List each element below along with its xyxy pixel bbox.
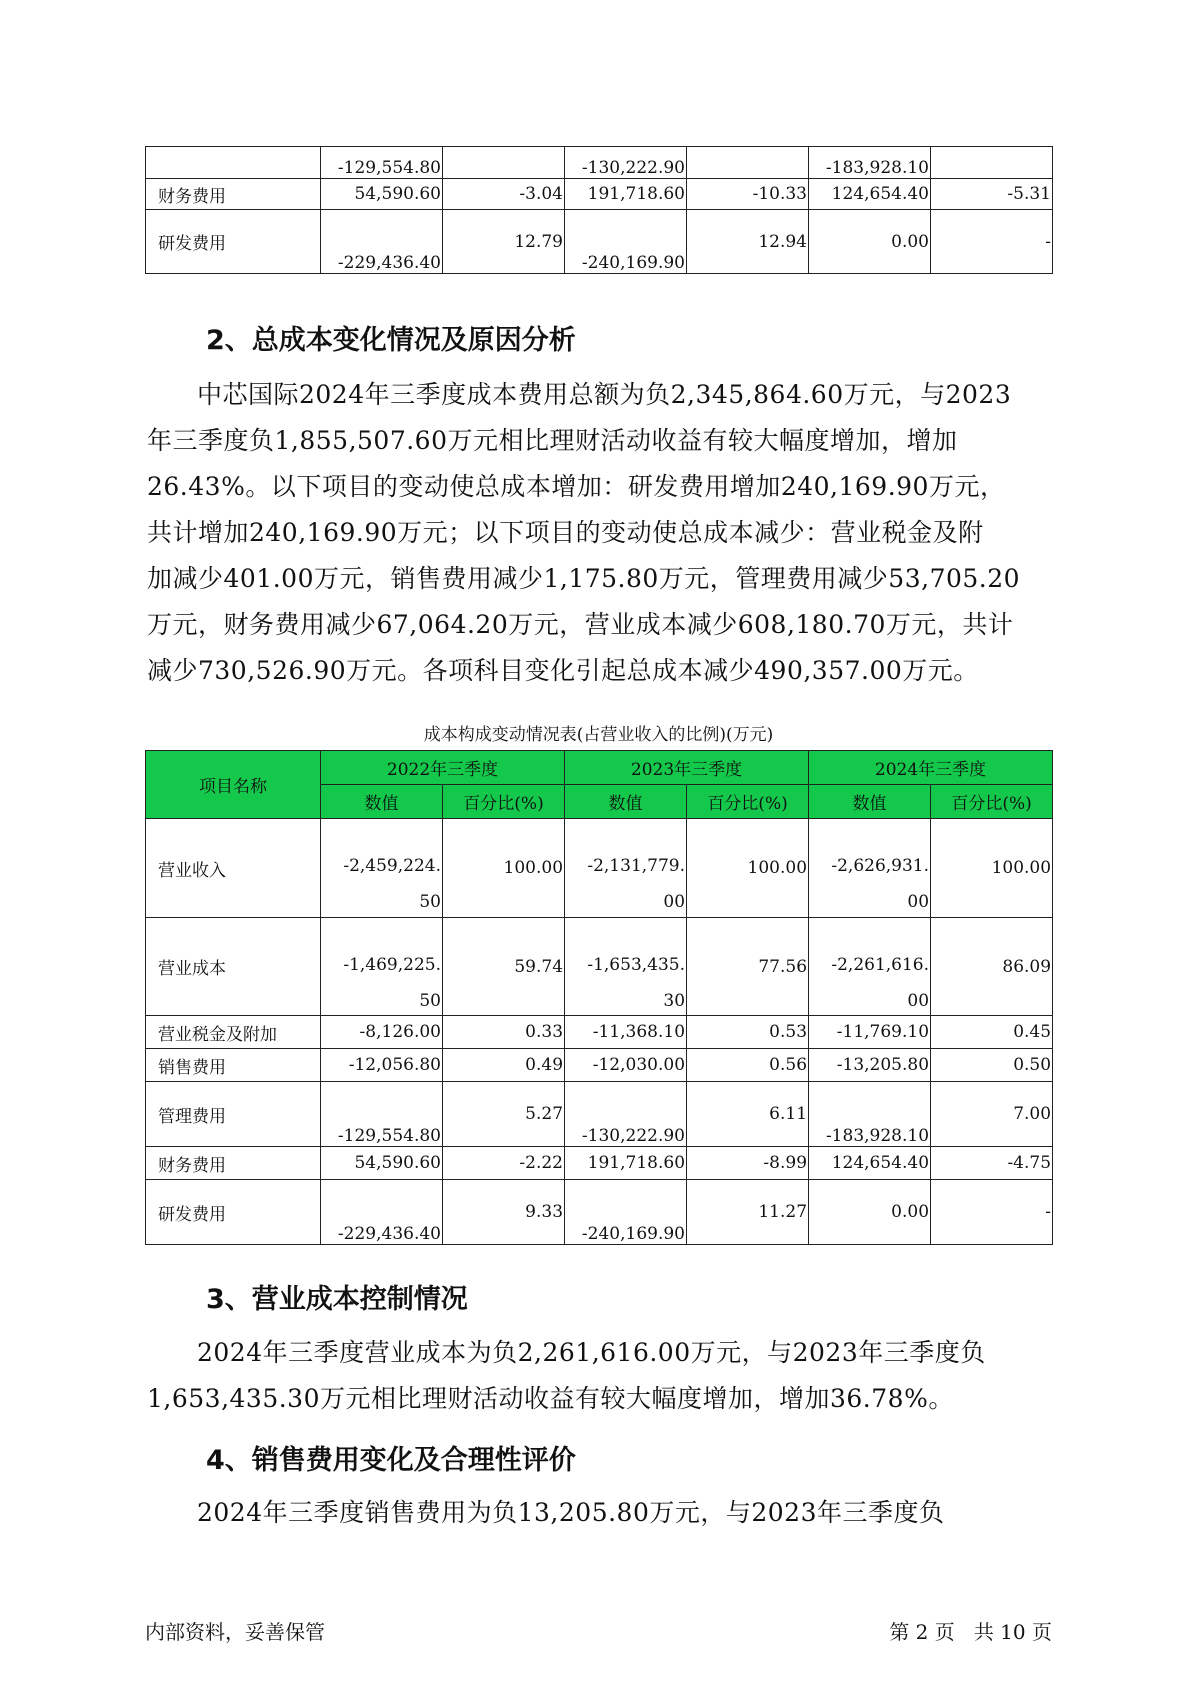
pct-cell: 86.09: [931, 918, 1053, 1016]
value-cell: -2,131,779. 00: [565, 819, 687, 918]
value-cell: 124,654.40: [809, 1147, 931, 1180]
para-line: 减少730,526.90万元。各项科目变化引起总成本减少490,357.00万元。: [147, 656, 979, 685]
pct-cell: 6.11: [687, 1082, 809, 1147]
pct-cell: -3.04: [443, 179, 565, 210]
value-cell: -8,126.00: [321, 1016, 443, 1049]
value-cell: -240,169.90: [565, 1180, 687, 1245]
value-cell: -129,554.80: [321, 147, 443, 179]
value-cell: -229,436.40: [321, 1180, 443, 1245]
para-line: 共计增加240,169.90万元；以下项目的变动使总成本减少：营业税金及附: [147, 518, 984, 547]
para-line: 26.43%。以下项目的变动使总成本增加：研发费用增加240,169.90万元，: [147, 472, 1006, 501]
pct-cell: 0.53: [687, 1016, 809, 1049]
cost-structure-table: [145, 750, 1053, 1245]
para-line: 加减少401.00万元，销售费用减少1,175.80万元，管理费用减少53,705.20: [147, 564, 1021, 593]
pct-cell: 12.94: [687, 210, 809, 274]
value-cell: -2,459,224. 50: [321, 819, 443, 918]
table-row: [146, 819, 1053, 918]
section-paragraph: [147, 1490, 1051, 1536]
section-paragraph: [147, 1330, 1051, 1422]
pct-cell: 100.00: [931, 819, 1053, 918]
value-cell: 191,718.60: [565, 1147, 687, 1180]
pct-cell: 7.00: [931, 1082, 1053, 1147]
value-cell: 124,654.40: [809, 179, 931, 210]
page-number: 第 2 页 共 10 页: [889, 1620, 1052, 1644]
row-label: 营业成本: [146, 918, 321, 1016]
value-cell: -12,056.80: [321, 1049, 443, 1082]
header-year: 2023年三季度: [565, 751, 809, 785]
row-label: [146, 147, 321, 179]
header-value: 数值: [809, 785, 931, 819]
table-row: [146, 918, 1053, 1016]
header-year: 2022年三季度: [321, 751, 565, 785]
table-row: [146, 1082, 1053, 1147]
value-cell: -183,928.10: [809, 1082, 931, 1147]
pct-cell: 5.27: [443, 1082, 565, 1147]
pct-cell: 0.50: [931, 1049, 1053, 1082]
section-heading: 3、营业成本控制情况: [206, 1284, 468, 1315]
row-label: 研发费用: [146, 210, 321, 274]
value-cell: -12,030.00: [565, 1049, 687, 1082]
value-cell: 54,590.60: [321, 179, 443, 210]
para-line: 1,653,435.30万元相比理财活动收益有较大幅度增加，增加36.78%。: [147, 1384, 954, 1413]
value-cell: -229,436.40: [321, 210, 443, 274]
row-label: 研发费用: [146, 1180, 321, 1245]
value-cell: -13,205.80: [809, 1049, 931, 1082]
pct-cell: 0.49: [443, 1049, 565, 1082]
row-label: 营业税金及附加: [146, 1016, 321, 1049]
pct-cell: 12.79: [443, 210, 565, 274]
pct-cell: 0.56: [687, 1049, 809, 1082]
table-row: [146, 147, 1053, 179]
header-pct: 百分比(%): [931, 785, 1053, 819]
value-cell: -11,769.10: [809, 1016, 931, 1049]
value-cell: -240,169.90: [565, 210, 687, 274]
pct-cell: -8.99: [687, 1147, 809, 1180]
para-line: 2024年三季度销售费用为负13,205.80万元，与2023年三季度负: [197, 1498, 945, 1527]
table-caption: 成本构成变动情况表(占营业收入的比例)(万元): [423, 725, 774, 745]
value-cell: 0.00: [809, 1180, 931, 1245]
pct-cell: 9.33: [443, 1180, 565, 1245]
header-item-name: 项目名称: [146, 751, 321, 819]
header-pct: 百分比(%): [443, 785, 565, 819]
pct-cell: -2.22: [443, 1147, 565, 1180]
pct-cell: 0.45: [931, 1016, 1053, 1049]
header-value: 数值: [565, 785, 687, 819]
value-cell: 191,718.60: [565, 179, 687, 210]
pct-cell: 77.56: [687, 918, 809, 1016]
pct-cell: -: [931, 210, 1053, 274]
header-pct: 百分比(%): [687, 785, 809, 819]
row-label: 财务费用: [146, 179, 321, 210]
pct-cell: 100.00: [687, 819, 809, 918]
pct-cell: 11.27: [687, 1180, 809, 1245]
value-cell: -129,554.80: [321, 1082, 443, 1147]
value-cell: -11,368.10: [565, 1016, 687, 1049]
header-year: 2024年三季度: [809, 751, 1053, 785]
pct-cell: [931, 147, 1053, 179]
value-cell: -130,222.90: [565, 147, 687, 179]
pct-cell: 59.74: [443, 918, 565, 1016]
value-cell: -2,626,931. 00: [809, 819, 931, 918]
para-line: 年三季度负1,855,507.60万元相比理财活动收益有较大幅度增加，增加: [147, 426, 958, 455]
section-paragraph: [147, 372, 1051, 694]
row-label: 管理费用: [146, 1082, 321, 1147]
pct-cell: 100.00: [443, 819, 565, 918]
pct-cell: -: [931, 1180, 1053, 1245]
para-line: 万元，财务费用减少67,064.20万元，营业成本减少608,180.70万元，共计: [147, 610, 1014, 639]
table-row: [146, 179, 1053, 210]
table-row: [146, 1180, 1053, 1245]
table-row: [146, 210, 1053, 274]
row-label: 营业收入: [146, 819, 321, 918]
pct-cell: [443, 147, 565, 179]
value-cell: -130,222.90: [565, 1082, 687, 1147]
pct-cell: -4.75: [931, 1147, 1053, 1180]
para-line: 2024年三季度营业成本为负2,261,616.00万元，与2023年三季度负: [197, 1338, 986, 1367]
value-cell: -1,469,225. 50: [321, 918, 443, 1016]
table-header-row: [146, 751, 1053, 785]
section-heading: 2、总成本变化情况及原因分析: [206, 325, 576, 356]
table-row: [146, 1147, 1053, 1180]
row-label: 财务费用: [146, 1147, 321, 1180]
table-row: [146, 1016, 1053, 1049]
value-cell: -183,928.10: [809, 147, 931, 179]
table-row: [146, 1049, 1053, 1082]
value-cell: 0.00: [809, 210, 931, 274]
section-heading: 4、销售费用变化及合理性评价: [206, 1445, 576, 1476]
header-value: 数值: [321, 785, 443, 819]
row-label: 销售费用: [146, 1049, 321, 1082]
value-cell: -1,653,435. 30: [565, 918, 687, 1016]
pct-cell: [687, 147, 809, 179]
footer-confidential: 内部资料，妥善保管: [145, 1620, 325, 1644]
value-cell: 54,590.60: [321, 1147, 443, 1180]
para-line: 中芯国际2024年三季度成本费用总额为负2,345,864.60万元，与2023: [197, 380, 1012, 409]
pct-cell: 0.33: [443, 1016, 565, 1049]
pct-cell: -10.33: [687, 179, 809, 210]
table-top-continuation: [145, 146, 1053, 274]
pct-cell: -5.31: [931, 179, 1053, 210]
value-cell: -2,261,616. 00: [809, 918, 931, 1016]
